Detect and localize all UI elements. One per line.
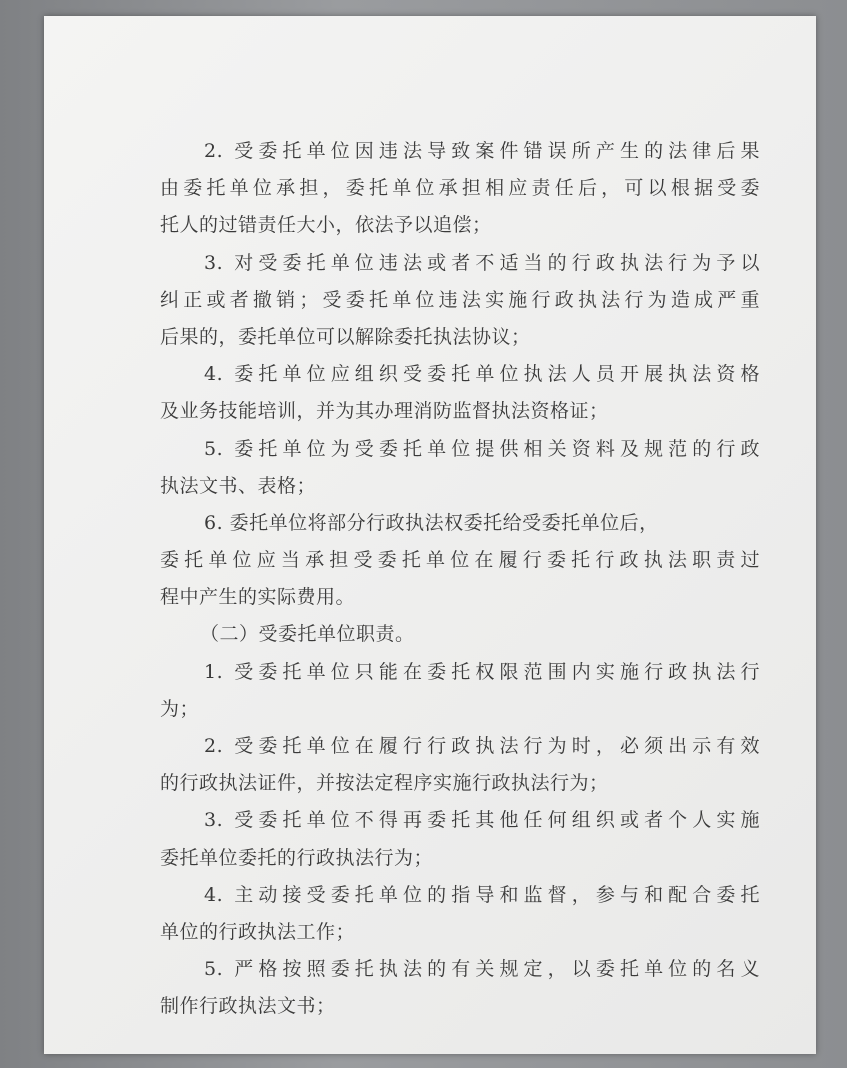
paragraph-line: 2. 受委托单位因违法导致案件错误所产生的法律后果 <box>204 140 760 162</box>
paragraph-line: 制作行政执法文书； <box>160 995 336 1018</box>
paragraph-line: 执法文书、表格； <box>160 474 317 497</box>
paragraph-line: 委托单位委托的行政执法行为； <box>160 846 434 869</box>
paragraph-line: 托人的过错责任大小，依法予以追偿； <box>160 214 492 237</box>
paragraph-line: 由委托单位承担，委托单位承担相应责任后，可以根据受委 <box>160 177 760 200</box>
paragraph-line: 5. 委托单位为受委托单位提供相关资料及规范的行政 <box>204 437 760 460</box>
paragraph-line: 的行政执法证件，并按法定程序实施行政执法行为； <box>160 772 609 795</box>
paragraph-line: 4. 委托单位应组织受委托单位执法人员开展执法资格 <box>204 363 760 386</box>
document-body <box>160 133 760 1026</box>
paragraph-line: 2. 受委托单位在履行行政执法行为时，必须出示有效 <box>204 735 760 757</box>
paragraph-line: 单位的行政执法工作； <box>160 920 356 943</box>
paragraph-line: 6. 委托单位将部分行政执法权委托给受委托单位后， <box>204 511 659 534</box>
paragraph-line: 后果的，委托单位可以解除委托执法协议； <box>160 325 531 348</box>
paragraph-line: 程中产生的实际费用。 <box>160 586 356 609</box>
paragraph-line: 1. 受委托单位只能在委托权限范围内实施行政执法行 <box>204 660 760 683</box>
section-heading: （二）受委托单位职责。 <box>200 623 415 646</box>
paragraph-line: 委托单位应当承担受委托单位在履行委托行政执法职责过 <box>160 549 760 572</box>
paragraph-line: 纠正或者撤销；受委托单位违法实施行政执法行为造成严重 <box>160 288 760 311</box>
paragraph-line: 5. 严格按照委托执法的有关规定，以委托单位的名义 <box>204 958 760 981</box>
paragraph-line: 3. 受委托单位不得再委托其他任何组织或者个人实施 <box>204 809 760 832</box>
document-page <box>44 16 816 1054</box>
paragraph-line: 3. 对受委托单位违法或者不适当的行政执法行为予以 <box>204 251 760 274</box>
paragraph-line: 4. 主动接受委托单位的指导和监督，参与和配合委托 <box>204 883 760 906</box>
paragraph-line: 及业务技能培训，并为其办理消防监督执法资格证； <box>160 400 609 423</box>
paragraph-line: 为； <box>160 697 200 720</box>
